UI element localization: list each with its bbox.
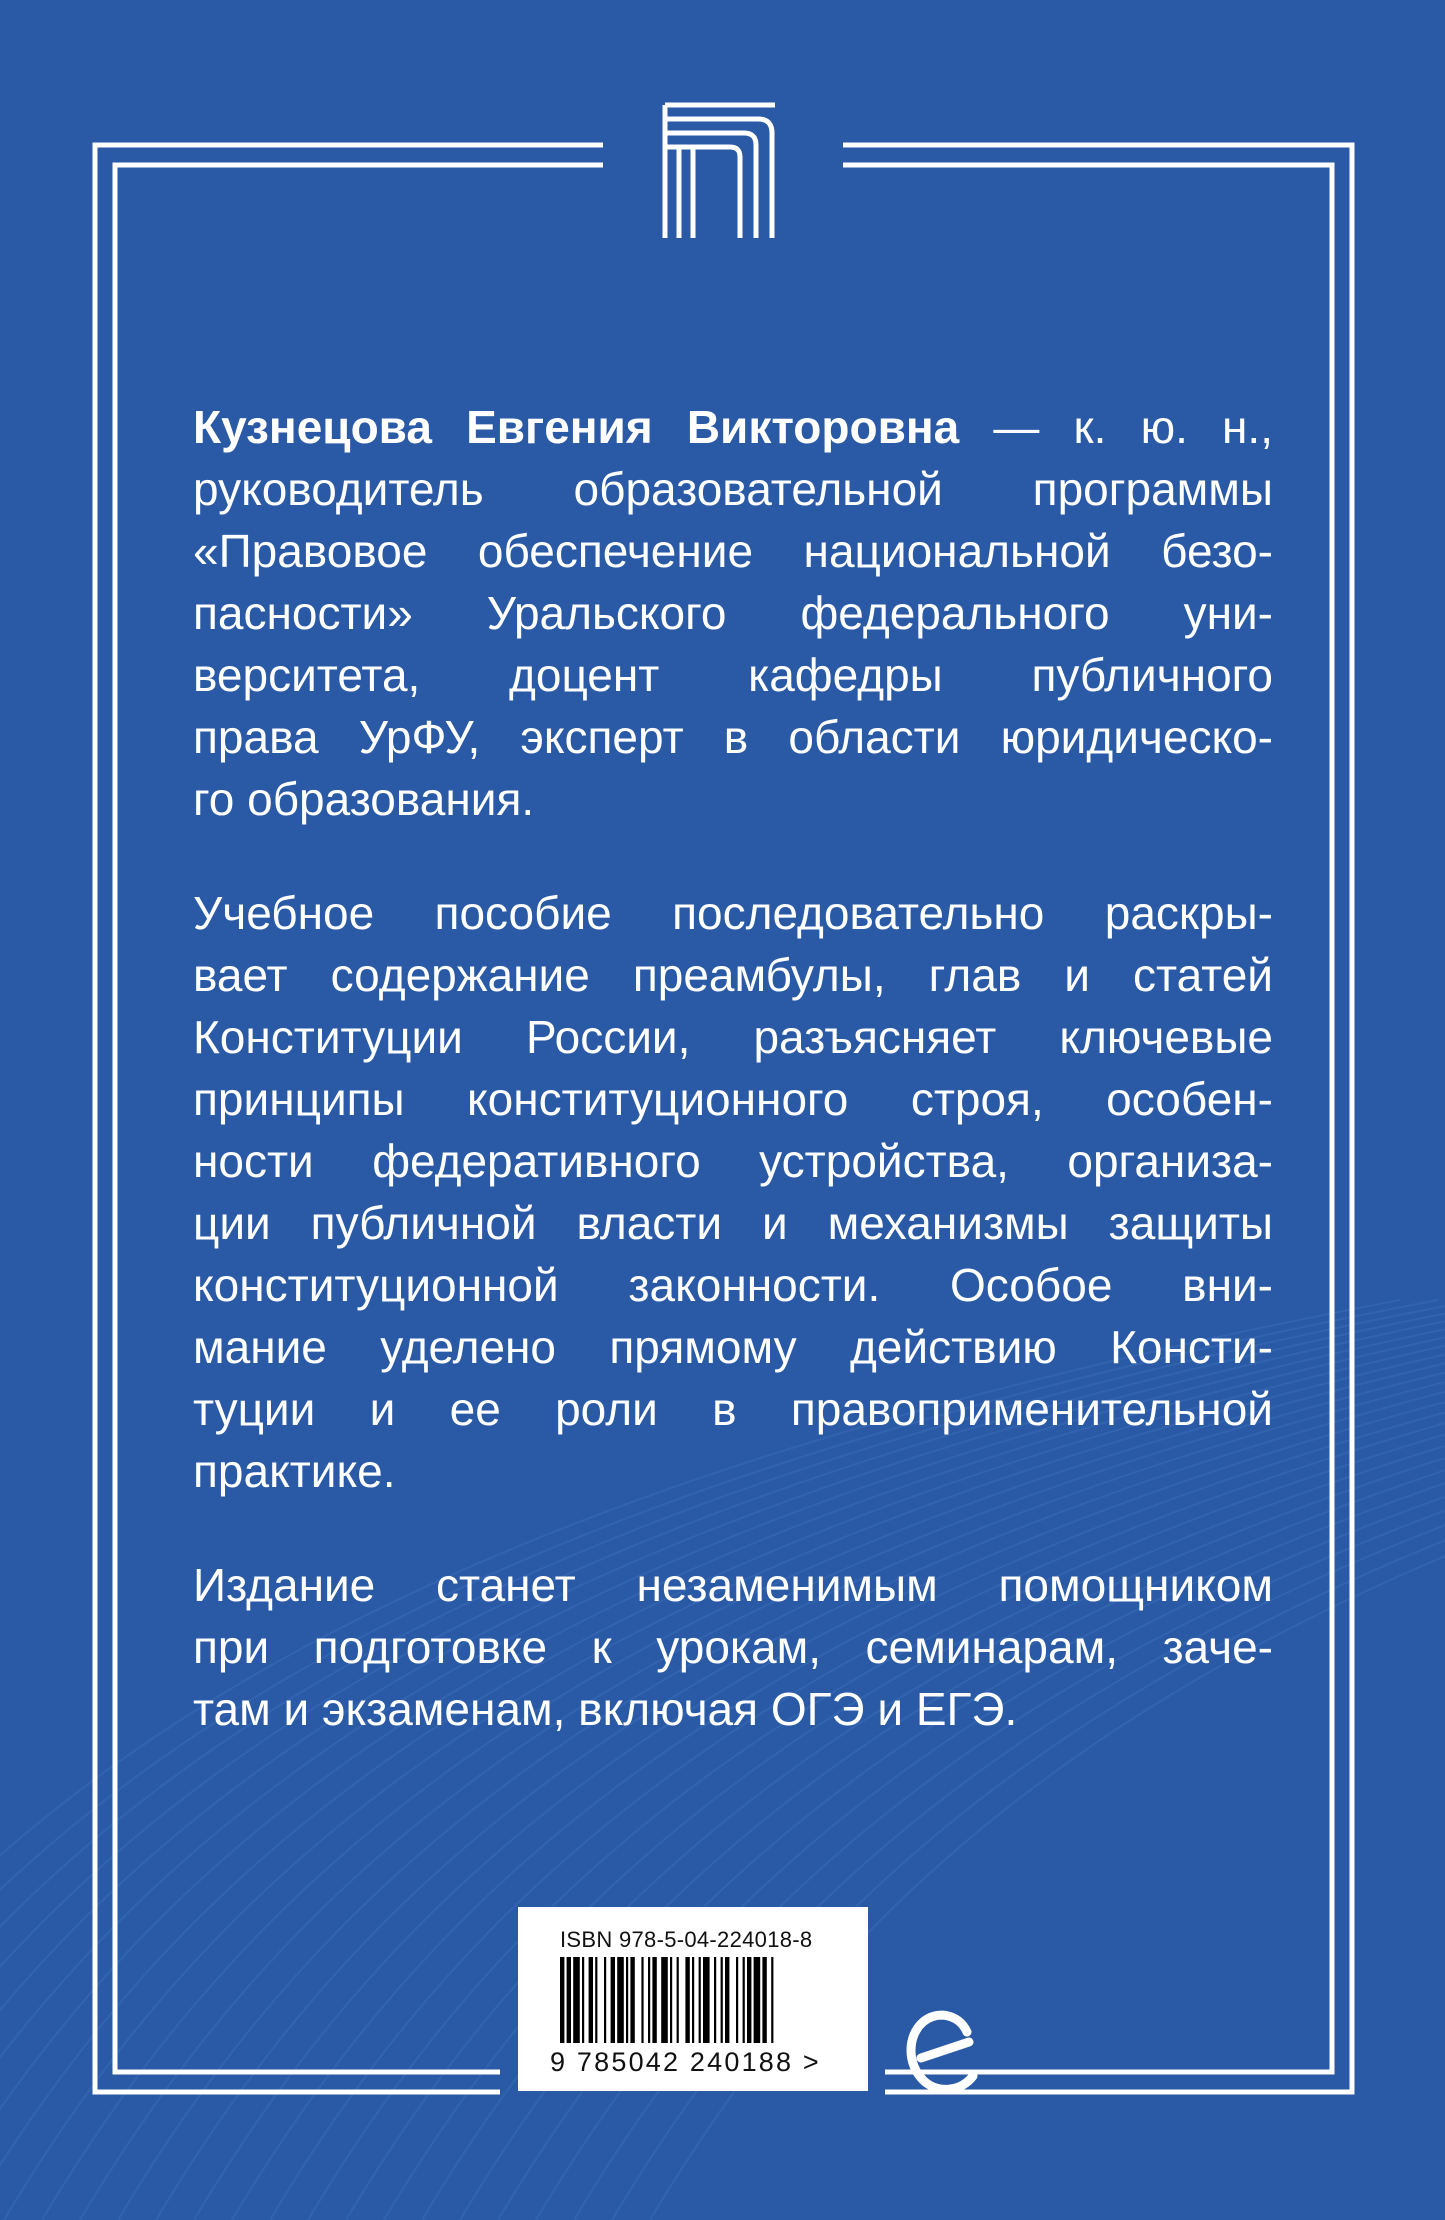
closing-text xyxy=(193,1554,1273,1740)
author-degree: — к. ю. н., xyxy=(959,401,1273,453)
barcode-bar xyxy=(685,1957,689,2043)
barcode-bar xyxy=(714,1957,716,2043)
description-line: мание уделено прямому действию Консти- xyxy=(193,1321,1273,1373)
closing-line: при подготовке к урокам, семинарам, заче- xyxy=(193,1621,1273,1673)
closing-line: там и экзаменам, включая ОГЭ и ЕГЭ. xyxy=(193,1683,1018,1735)
author-bio-line: го образования. xyxy=(193,773,535,825)
description-line: Учебное пособие последовательно раскры- xyxy=(193,887,1273,939)
barcode-bar xyxy=(725,1957,729,2043)
barcode-bar xyxy=(670,1957,672,2043)
book-description xyxy=(193,882,1273,1502)
description-line: принципы конституционного строя, особен- xyxy=(193,1073,1273,1125)
stacked-book-columns-icon xyxy=(660,93,786,243)
author-bio-line xyxy=(193,396,1273,458)
description-line: туции и ее роли в правоприменительной xyxy=(193,1383,1273,1435)
barcode-bar xyxy=(743,1957,745,2043)
barcode-bar xyxy=(611,1957,615,2043)
barcode-bar xyxy=(692,1957,694,2043)
author-name: Кузнецова Евгения Викторовна xyxy=(193,401,960,453)
barcode-bar xyxy=(560,1957,564,2043)
author-bio-line: пасности» Уральского федерального уни- xyxy=(193,587,1273,639)
barcode-digits: 9 785042 240188 > xyxy=(550,2047,821,2077)
description-line: Конституции России, разъясняет ключевые xyxy=(193,1011,1273,1063)
author-bio-text xyxy=(193,396,1273,830)
barcode-bar xyxy=(754,1957,761,2043)
barcode-bar xyxy=(703,1957,710,2043)
barcode-bar xyxy=(617,1957,624,2043)
description-line: конституционной законности. Особое вни- xyxy=(193,1259,1273,1311)
barcode-bar xyxy=(630,1957,634,2043)
barcode-bar xyxy=(648,1957,650,2043)
publisher-e-icon xyxy=(903,2002,981,2098)
barcode xyxy=(560,1957,830,2043)
closing-line: Издание станет незаменимым помощником xyxy=(193,1559,1273,1611)
author-bio-line: верситета, доцент кафедры публичного xyxy=(193,649,1273,701)
closing-statement xyxy=(193,1554,1273,1740)
barcode-bar xyxy=(699,1957,701,2043)
barcode-bar xyxy=(589,1957,593,2043)
author-bio-line: «Правовое обеспечение национальной безо- xyxy=(193,525,1273,577)
description-line: вает содержание преамбулы, глав и статей xyxy=(193,949,1273,1001)
author-bio-line: права УрФУ, эксперт в области юридическо- xyxy=(193,711,1273,763)
barcode-bar xyxy=(661,1957,668,2043)
barcode-bar xyxy=(626,1957,628,2043)
barcode-bar xyxy=(567,1957,571,2043)
barcode-bar xyxy=(677,1957,679,2043)
barcode-bar xyxy=(641,1957,643,2043)
barcode-bar xyxy=(573,1957,580,2043)
barcode-bar xyxy=(747,1957,751,2043)
author-bio-line: руководитель образовательной программы xyxy=(193,463,1273,515)
barcode-bar xyxy=(582,1957,584,2043)
barcode-bar xyxy=(736,1957,738,2043)
barcode-bar xyxy=(604,1957,606,2043)
barcode-bar xyxy=(771,1957,773,2043)
description-line: ности федеративного устройства, организа- xyxy=(193,1135,1273,1187)
description-line: практике. xyxy=(193,1445,396,1497)
book-description-text xyxy=(193,882,1273,1502)
author-bio xyxy=(193,396,1273,830)
description-line: ции публичной власти и механизмы защиты xyxy=(193,1197,1273,1249)
barcode-bar xyxy=(652,1957,656,2043)
isbn-label: ISBN 978-5-04-224018-8 xyxy=(560,1927,813,1952)
isbn-barcode-box xyxy=(518,1907,868,2091)
barcode-bar xyxy=(762,1957,766,2043)
barcode-bar xyxy=(721,1957,723,2043)
barcode-bar xyxy=(595,1957,597,2043)
